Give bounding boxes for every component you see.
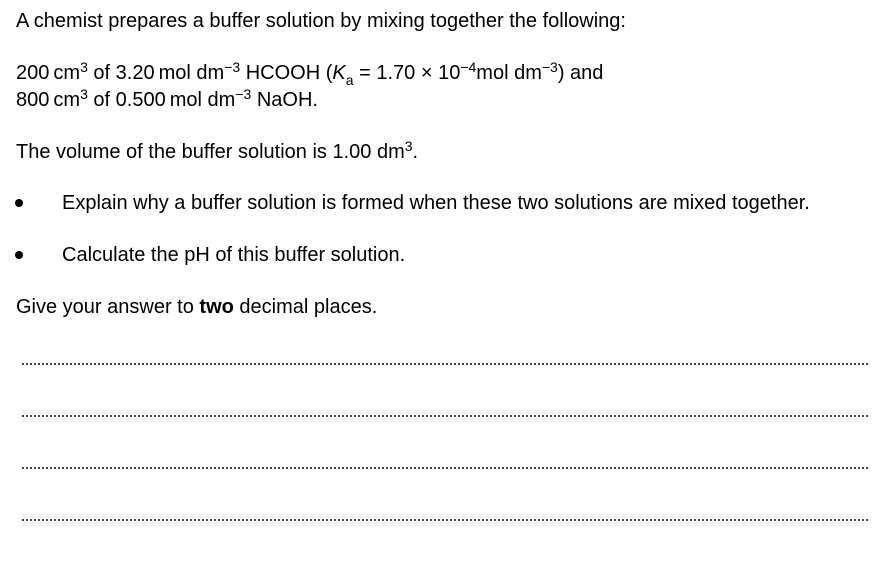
- ka-unit: mol dm: [476, 62, 542, 84]
- volume-value: 200: [16, 62, 50, 84]
- concentration-unit: mol dm: [158, 62, 225, 84]
- bullet-explain: Explain why a buffer solution is formed when these two solutions are mixed together.: [62, 192, 810, 214]
- concentration-unit: mol dm: [169, 89, 236, 111]
- volume-unit: cm: [53, 62, 81, 84]
- answer-line[interactable]: [22, 363, 868, 365]
- volume-unit: cm: [53, 89, 81, 111]
- instruction-before: Give your answer to: [16, 296, 200, 318]
- answer-line[interactable]: [22, 467, 868, 469]
- close-and: ) and: [557, 62, 604, 84]
- instruction-bold: two: [199, 296, 234, 318]
- bullet-calculate: Calculate the pH of this buffer solution.: [62, 244, 406, 266]
- concentration-value: 0.500: [115, 89, 166, 111]
- solution-1-line: [16, 59, 604, 88]
- species-name: HCOOH: [245, 62, 321, 84]
- volume-value: 800: [16, 89, 50, 111]
- volume-statement-exponent: 3: [404, 138, 413, 154]
- open-paren: (: [325, 62, 333, 84]
- volume-exponent: 3: [80, 59, 88, 75]
- solution-2-line: [16, 88, 318, 112]
- of-word: of: [93, 89, 111, 111]
- ka-subscript: a: [345, 72, 354, 88]
- ka-unit-exponent: −3: [541, 59, 558, 75]
- instruction-after: decimal places.: [233, 296, 378, 318]
- concentration-exponent: −3: [235, 86, 252, 102]
- ka-value: = 1.70 × 10: [359, 62, 461, 84]
- of-word: of: [93, 62, 111, 84]
- volume-statement-end: .: [412, 141, 419, 163]
- volume-statement: [16, 140, 418, 164]
- volume-statement-text: The volume of the buffer solution is 1.00 dm: [16, 141, 405, 163]
- ka-exponent: −4: [460, 59, 477, 75]
- instruction-text: [16, 295, 377, 319]
- bullet-icon: [15, 199, 23, 207]
- ka-symbol: K: [332, 62, 346, 84]
- answer-line[interactable]: [22, 519, 868, 521]
- concentration-value: 3.20: [115, 62, 155, 84]
- volume-exponent: 3: [80, 86, 88, 102]
- species-name: NaOH.: [256, 89, 318, 111]
- concentration-exponent: −3: [224, 59, 241, 75]
- intro-text: A chemist prepares a buffer solution by mixing together the following:: [16, 10, 626, 32]
- answer-line[interactable]: [22, 415, 868, 417]
- bullet-icon: [15, 251, 23, 259]
